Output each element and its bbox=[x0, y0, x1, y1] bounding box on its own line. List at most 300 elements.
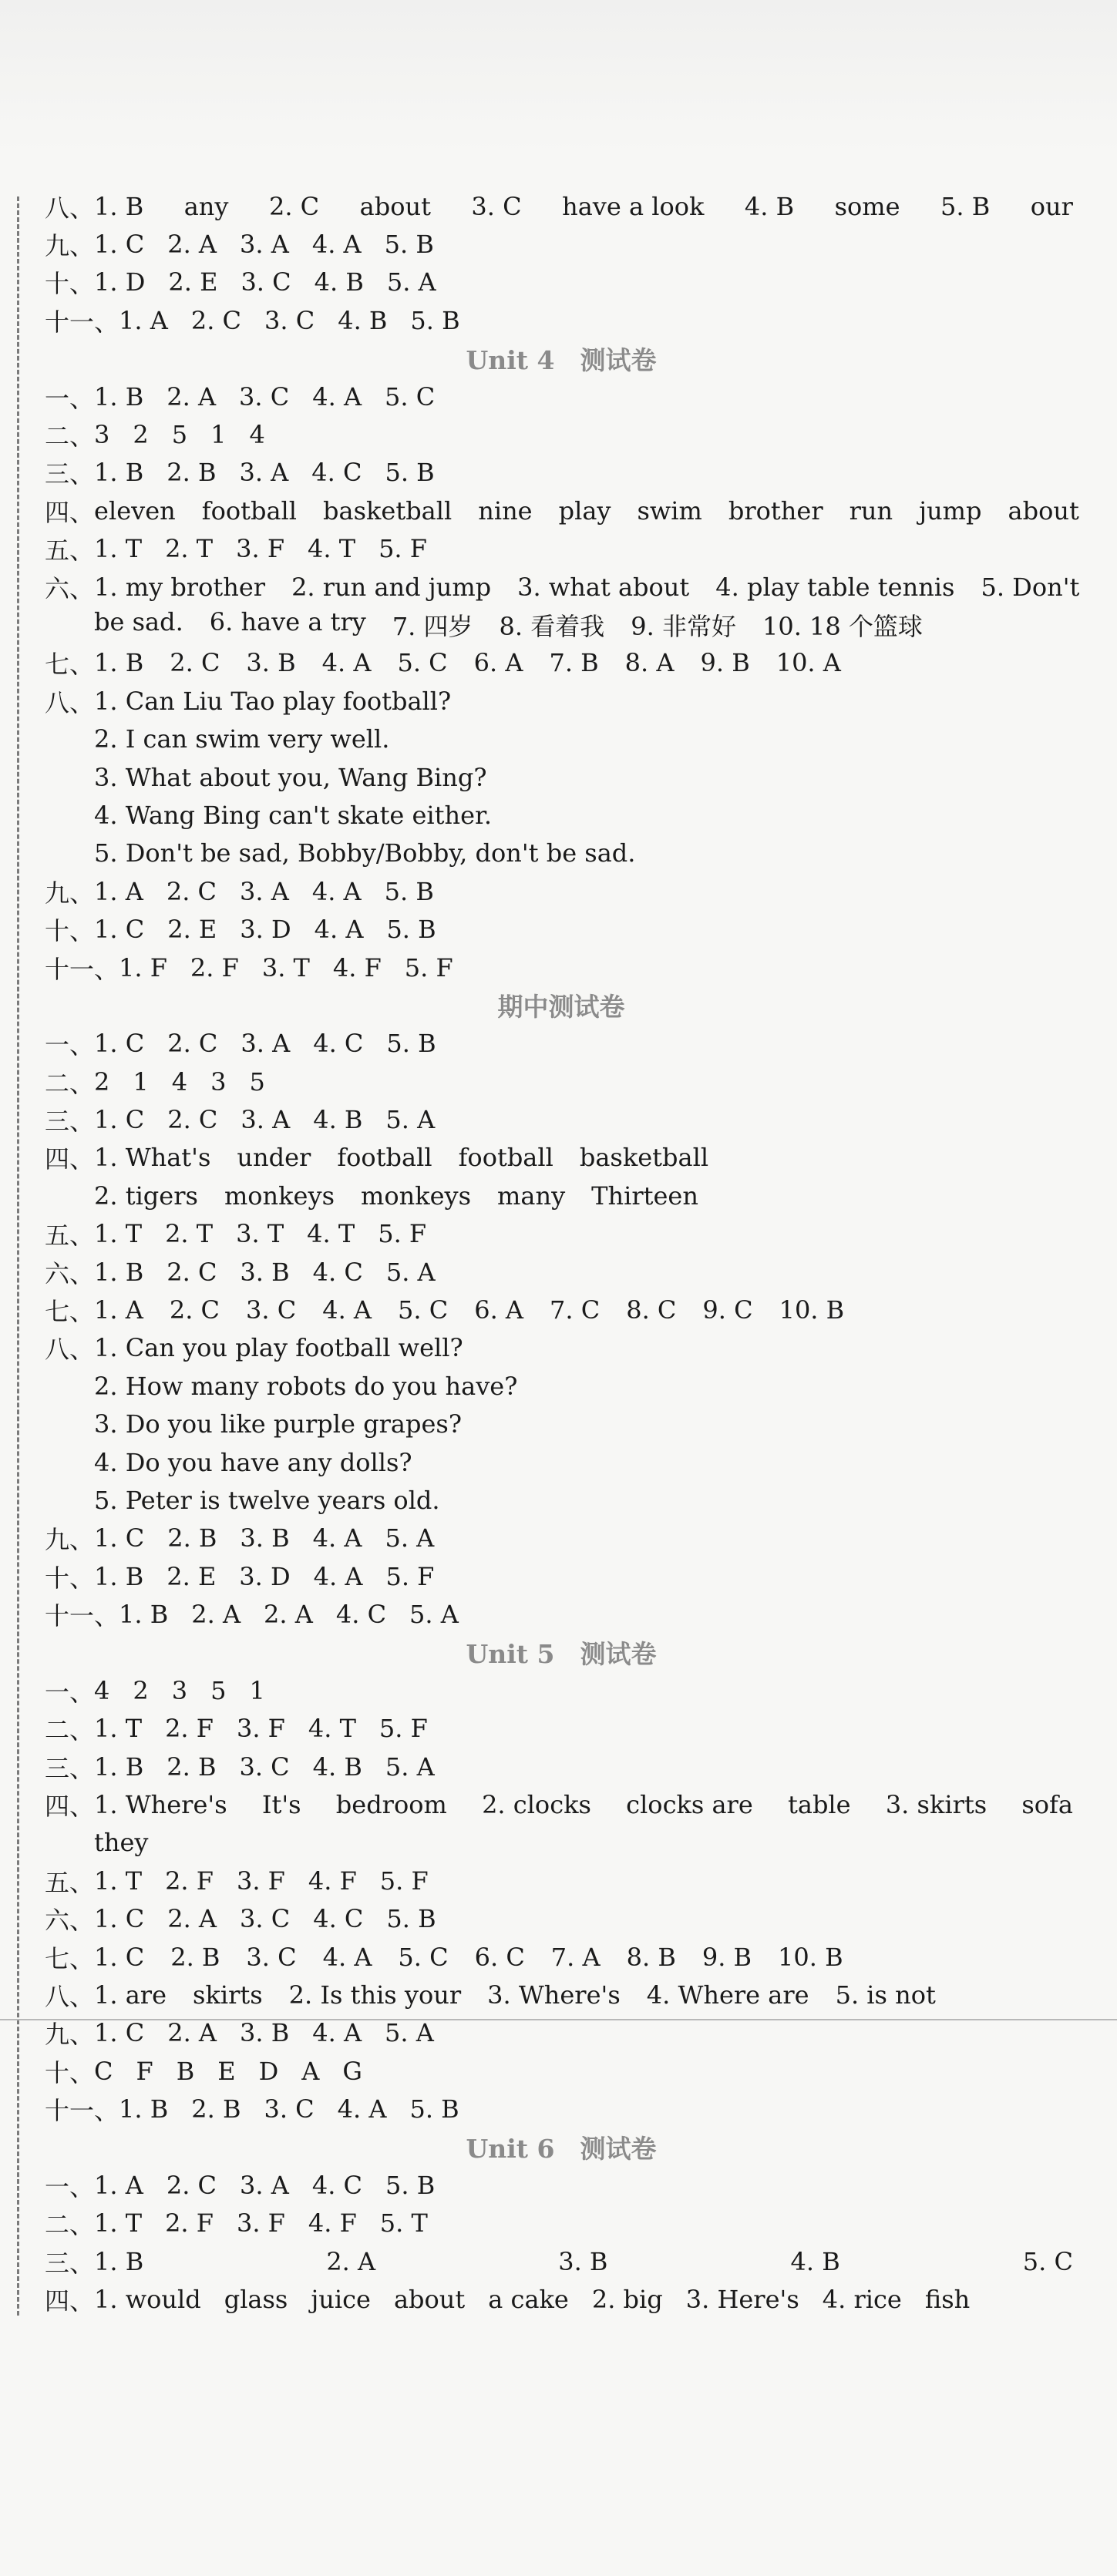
answer-item: 1. D bbox=[94, 267, 146, 297]
question-number: 五、 bbox=[45, 1867, 95, 1897]
answer-items bbox=[94, 1295, 1078, 1325]
answer-item: 3. A bbox=[240, 876, 289, 906]
question-number: 九、 bbox=[45, 1525, 95, 1555]
answer-row bbox=[45, 1671, 1078, 1709]
answer-item: 1. F bbox=[119, 952, 167, 982]
answer-item: 5. B bbox=[386, 1904, 436, 1934]
question-number: 一、 bbox=[45, 1030, 95, 1060]
answer-items bbox=[94, 763, 1078, 792]
question-number: 八、 bbox=[45, 1982, 95, 2012]
answer-item: monkeys bbox=[360, 1181, 472, 1211]
answer-item: they bbox=[94, 1828, 149, 1858]
answer-item: 3. C bbox=[264, 305, 315, 335]
answer-item: 5. F bbox=[385, 1561, 435, 1591]
answer-item: 3. C bbox=[246, 1942, 297, 1972]
answer-row bbox=[45, 1900, 1078, 1938]
answer-row bbox=[45, 2014, 1078, 2052]
answer-item: 2. T bbox=[165, 1219, 214, 1249]
answer-item: eleven bbox=[94, 495, 176, 526]
question-number: 十一、 bbox=[45, 2096, 119, 2126]
answer-item: 1. T bbox=[94, 534, 143, 564]
answer-items bbox=[94, 801, 1078, 830]
answer-item: 2. B bbox=[191, 2094, 241, 2124]
answer-item: 2. clocks bbox=[482, 1790, 591, 1820]
answer-items bbox=[94, 267, 1078, 297]
question-number: 二、 bbox=[45, 421, 95, 452]
answer-item: swim bbox=[637, 495, 702, 526]
answer-continuation-row bbox=[45, 1824, 1078, 1862]
answer-item: 5. F bbox=[379, 1866, 429, 1896]
answer-item: 4. B bbox=[313, 1105, 363, 1135]
answer-item: about bbox=[1008, 495, 1079, 526]
answer-items bbox=[94, 1866, 1078, 1896]
answer-items bbox=[94, 2057, 1078, 2086]
answer-items bbox=[94, 648, 1078, 677]
answer-item: 3. B bbox=[240, 1523, 290, 1553]
answer-item: 4. Where are bbox=[646, 1980, 809, 2010]
answer-item: 1. C bbox=[94, 1942, 145, 1972]
answer-item: 2. run and jump bbox=[291, 572, 492, 602]
answer-item: 3. F bbox=[236, 534, 285, 564]
answer-item: 6. C bbox=[474, 1942, 525, 1972]
answer-item: 3. What about you, Wang Bing? bbox=[94, 762, 487, 792]
answer-row bbox=[45, 2280, 1078, 2318]
answer-item: 10. B bbox=[779, 1295, 845, 1325]
answer-items bbox=[119, 1600, 1078, 1629]
answer-item: 2. C bbox=[166, 876, 217, 906]
answer-items bbox=[94, 915, 1078, 944]
answer-item: 2. A bbox=[167, 381, 217, 411]
answer-item: 5. A bbox=[409, 1600, 459, 1630]
question-number: 一、 bbox=[45, 2172, 95, 2202]
answer-item: 5 bbox=[210, 1675, 227, 1705]
answer-item: 4. A bbox=[311, 876, 362, 906]
answer-item: 3. B bbox=[240, 1257, 290, 1287]
answer-item: 5. F bbox=[379, 1714, 428, 1744]
answer-items bbox=[94, 1258, 1078, 1287]
answer-item: 4. B bbox=[744, 191, 795, 221]
answer-item: 2. F bbox=[165, 1866, 214, 1896]
answer-item: 5. B bbox=[386, 915, 436, 945]
answer-item: 3. C bbox=[239, 381, 290, 411]
answer-item: 2. How many robots do you have? bbox=[94, 1371, 518, 1401]
answer-item: 3. C bbox=[246, 1295, 297, 1325]
answer-row bbox=[45, 1291, 1078, 1328]
question-number: 四、 bbox=[45, 2286, 95, 2316]
answer-item: fish bbox=[924, 2285, 971, 2315]
answer-row bbox=[45, 1329, 1078, 1367]
answer-row bbox=[45, 1938, 1078, 1976]
answer-item: 4. F bbox=[308, 1866, 357, 1896]
answer-items bbox=[94, 1029, 1078, 1058]
answer-item: 2. C bbox=[167, 1105, 218, 1135]
answer-item: 7. A bbox=[550, 1942, 601, 1972]
answer-item: 3. C bbox=[264, 2094, 315, 2124]
answer-item: 1. B bbox=[94, 2246, 144, 2276]
answer-continuation-row bbox=[45, 758, 1078, 796]
answer-item: 5. Don't bbox=[981, 572, 1080, 602]
answer-item: 5. Peter is twelve years old. bbox=[94, 1485, 440, 1515]
answer-item: 2. B bbox=[170, 1942, 220, 1972]
answer-items bbox=[94, 1067, 1078, 1097]
answer-item: 5. is not bbox=[835, 1980, 936, 2010]
dashed-margin-rule bbox=[17, 196, 19, 2316]
answer-item: 4. A bbox=[322, 1295, 372, 1325]
answer-item: 10. B bbox=[778, 1942, 843, 1972]
answer-item: any bbox=[183, 191, 229, 221]
answer-items bbox=[94, 2247, 1078, 2276]
answer-items bbox=[94, 877, 1078, 906]
answer-items bbox=[94, 1562, 1078, 1591]
answer-continuation-row bbox=[45, 835, 1078, 872]
answer-items bbox=[94, 1409, 1078, 1439]
answer-item: 4. T bbox=[308, 1714, 356, 1744]
answer-item: 5. F bbox=[379, 534, 427, 564]
answer-row bbox=[45, 2166, 1078, 2204]
section-heading: Unit 4 测试卷 bbox=[466, 344, 657, 375]
question-number: 三、 bbox=[45, 1753, 95, 1783]
answer-item: juice bbox=[311, 2285, 371, 2315]
answer-item: 2. F bbox=[165, 2208, 214, 2238]
question-number: 十、 bbox=[45, 1563, 95, 1593]
question-number: 四、 bbox=[45, 1792, 95, 1822]
answer-item: 4. A bbox=[322, 1942, 372, 1972]
question-number: 八、 bbox=[45, 1335, 95, 1365]
answer-item: our bbox=[1030, 191, 1073, 221]
answer-items bbox=[94, 420, 1078, 449]
answer-item: 5. C bbox=[1022, 2246, 1073, 2276]
question-number: 十、 bbox=[45, 269, 95, 299]
answer-item: 5. C bbox=[385, 381, 436, 411]
question-number: 八、 bbox=[45, 193, 95, 223]
answer-item: basketball bbox=[579, 1143, 709, 1173]
answer-list bbox=[45, 187, 1078, 2319]
answer-item: 5. B bbox=[940, 191, 991, 221]
answer-item: 7. 四岁 bbox=[392, 611, 473, 641]
answer-item: 5. C bbox=[398, 1942, 449, 1972]
answer-item: 5. B bbox=[386, 1029, 436, 1059]
answer-item: 3. A bbox=[241, 1029, 291, 1059]
answer-row bbox=[45, 187, 1078, 225]
answer-continuation-row bbox=[45, 1481, 1078, 1519]
answer-item: 3. C bbox=[239, 1751, 290, 1782]
answer-item: 4 bbox=[171, 1066, 188, 1097]
answer-item: 4. C bbox=[312, 1257, 363, 1287]
answer-item: 2. T bbox=[165, 534, 214, 564]
answer-item: 2. I can swim very well. bbox=[94, 724, 390, 754]
answer-item: 3. skirts bbox=[885, 1790, 987, 1820]
answer-item: 3. C bbox=[240, 1904, 291, 1934]
answer-row bbox=[45, 2205, 1078, 2242]
answer-item: 1. T bbox=[94, 1219, 143, 1249]
answer-item: nine bbox=[478, 495, 533, 526]
section-heading: 期中测试卷 bbox=[497, 992, 625, 1023]
question-number: 六、 bbox=[45, 1906, 95, 1936]
answer-item: 1. Where's bbox=[94, 1790, 227, 1820]
answer-item: 3. what about bbox=[517, 572, 690, 602]
answer-item: 2. Is this your bbox=[288, 1980, 462, 2010]
answer-item: 2. E bbox=[167, 915, 217, 945]
answer-item: E bbox=[217, 2056, 236, 2086]
question-number: 七、 bbox=[45, 1297, 95, 1327]
question-number: 十一、 bbox=[45, 1601, 119, 1631]
answer-row bbox=[45, 1748, 1078, 1785]
answer-items bbox=[94, 1333, 1078, 1362]
answer-item: 3. D bbox=[239, 1561, 291, 1591]
answer-row bbox=[45, 1520, 1078, 1557]
answer-items bbox=[94, 1676, 1078, 1705]
question-number: 十、 bbox=[45, 916, 95, 946]
answer-row bbox=[45, 1063, 1078, 1100]
answer-item: 2. C bbox=[169, 1295, 220, 1325]
answer-item: 1. B bbox=[119, 2094, 169, 2124]
answer-item: 3. F bbox=[236, 1714, 285, 1744]
answer-item: 5. B bbox=[409, 2094, 459, 2124]
answer-items bbox=[94, 1828, 1078, 1857]
answer-item: Thirteen bbox=[591, 1181, 698, 1211]
answer-item: 5. T bbox=[379, 2208, 428, 2238]
answer-row bbox=[45, 949, 1078, 986]
answer-items bbox=[119, 306, 1078, 335]
answer-item: 1 bbox=[249, 1675, 265, 1705]
answer-row bbox=[45, 2052, 1078, 2090]
answer-item: 5. B bbox=[384, 876, 434, 906]
question-number: 九、 bbox=[45, 231, 95, 261]
answer-item: clocks are bbox=[626, 1790, 753, 1820]
answer-item: 8. C bbox=[626, 1295, 677, 1325]
answer-row bbox=[45, 1557, 1078, 1595]
answer-item: 1. are bbox=[94, 1980, 167, 2010]
answer-item: 3. A bbox=[241, 1105, 291, 1135]
answer-item: 1 bbox=[133, 1066, 149, 1097]
answer-item: 4 bbox=[94, 1675, 110, 1705]
answer-item: It's bbox=[261, 1790, 301, 1820]
answer-item: 4. Do you have any dolls? bbox=[94, 1447, 412, 1477]
answer-row bbox=[45, 1862, 1078, 1899]
answer-items bbox=[94, 2208, 1078, 2238]
answer-items bbox=[119, 2094, 1078, 2124]
answer-item: 2. C bbox=[167, 1257, 217, 1287]
answer-item: 1. C bbox=[94, 1105, 145, 1135]
answer-item: 1. my brother bbox=[94, 572, 266, 602]
answer-items bbox=[94, 1980, 1078, 2010]
answer-item: 3 bbox=[210, 1066, 227, 1097]
answer-item: 1. B bbox=[94, 648, 144, 678]
answer-items bbox=[94, 192, 1078, 221]
answer-item: 4. play table tennis bbox=[715, 572, 955, 602]
answer-item: about bbox=[393, 2285, 466, 2315]
answer-row bbox=[45, 1100, 1078, 1138]
answer-continuation-row bbox=[45, 1177, 1078, 1214]
answer-row bbox=[45, 415, 1078, 453]
answer-item: 5. A bbox=[385, 1751, 435, 1782]
answer-item: 6. A bbox=[473, 648, 523, 678]
answer-item: bedroom bbox=[335, 1790, 447, 1820]
answer-continuation-row bbox=[45, 720, 1078, 757]
answer-item: 4 bbox=[249, 420, 265, 450]
answer-items bbox=[94, 534, 1078, 563]
answer-item: 2. C bbox=[268, 191, 320, 221]
answer-item: 1. B bbox=[94, 1751, 144, 1782]
answer-item: 1. B bbox=[94, 1561, 144, 1591]
answer-item: D bbox=[258, 2056, 279, 2086]
answer-item: 4. F bbox=[332, 952, 382, 982]
answer-item: 3. B bbox=[240, 2018, 290, 2048]
answer-item: 3 bbox=[171, 1675, 188, 1705]
answer-item: 8. 看着我 bbox=[499, 611, 605, 641]
answer-item: monkeys bbox=[224, 1181, 335, 1211]
answer-item: 2 bbox=[133, 420, 149, 450]
answer-item: 1. A bbox=[119, 305, 168, 335]
answer-items bbox=[119, 953, 1078, 982]
answer-item: 4. A bbox=[321, 648, 372, 678]
answer-items bbox=[94, 573, 1084, 602]
question-number: 十一、 bbox=[45, 307, 119, 337]
answer-row bbox=[45, 872, 1078, 910]
question-number: 四、 bbox=[45, 497, 95, 527]
answer-item: 5. B bbox=[384, 230, 434, 260]
answer-row bbox=[45, 1976, 1078, 2013]
answer-items bbox=[94, 230, 1078, 259]
answer-item: 1. What's bbox=[94, 1143, 211, 1173]
question-number: 一、 bbox=[45, 1677, 95, 1707]
answer-item: 7. C bbox=[550, 1295, 601, 1325]
answer-row bbox=[45, 682, 1078, 720]
answer-row bbox=[45, 492, 1078, 529]
answer-item: 6. have a try bbox=[209, 606, 366, 636]
answer-item: 4. C bbox=[311, 458, 362, 488]
answer-item: 2. B bbox=[167, 458, 217, 488]
answer-row bbox=[45, 378, 1078, 415]
answer-items bbox=[94, 458, 1078, 487]
answer-continuation-row bbox=[45, 1443, 1078, 1481]
answer-row bbox=[45, 1215, 1078, 1253]
answer-item: F bbox=[136, 2056, 153, 2086]
question-number: 七、 bbox=[45, 650, 95, 680]
answer-item: 2. A bbox=[326, 2246, 376, 2276]
answer-row bbox=[45, 1595, 1078, 1633]
answer-item: 3. A bbox=[240, 2171, 289, 2200]
answer-continuation-row bbox=[45, 1367, 1078, 1405]
answer-item: 2 bbox=[94, 1066, 110, 1097]
answer-item: 9. B bbox=[700, 648, 750, 678]
answer-item: 4. T bbox=[307, 1219, 355, 1249]
answer-continuation-row bbox=[45, 796, 1078, 834]
answer-items bbox=[94, 496, 1084, 526]
answer-item: 2 bbox=[133, 1675, 149, 1705]
answer-item: about bbox=[359, 191, 431, 221]
answer-item: 6. A bbox=[474, 1295, 524, 1325]
answer-item: A bbox=[301, 2056, 320, 2086]
answer-items bbox=[94, 1523, 1078, 1553]
answer-item: 3. A bbox=[239, 458, 289, 488]
answer-items bbox=[94, 687, 1078, 716]
answer-item: 1. C bbox=[94, 1523, 145, 1553]
answer-row bbox=[45, 225, 1078, 263]
answer-item: 9. 非常好 bbox=[631, 611, 736, 641]
answer-item: 4. B bbox=[314, 267, 364, 297]
answer-items bbox=[94, 1714, 1078, 1743]
answer-item: 2. A bbox=[167, 2018, 217, 2048]
answer-item: 1. A bbox=[94, 1295, 143, 1325]
answer-item: 1. Can Liu Tao play football? bbox=[94, 686, 452, 716]
answer-item: 3. Do you like purple grapes? bbox=[94, 1409, 462, 1439]
answer-item: 7. B bbox=[549, 648, 599, 678]
answer-item: 4. C bbox=[311, 2171, 363, 2200]
answer-item: 1. T bbox=[94, 1714, 143, 1744]
question-number: 七、 bbox=[45, 1943, 95, 1973]
answer-item: 3. D bbox=[240, 915, 291, 945]
answer-item: 5 bbox=[249, 1066, 265, 1097]
answer-item: 3. T bbox=[236, 1219, 284, 1249]
answer-item: 2. C bbox=[190, 305, 242, 335]
answer-item: table bbox=[788, 1790, 851, 1820]
answer-item: 2. big bbox=[591, 2285, 663, 2315]
answer-item: 2. F bbox=[190, 952, 239, 982]
answer-item: 1. B bbox=[94, 458, 144, 488]
answer-item: 5. A bbox=[385, 1257, 436, 1287]
answer-item: 1. would bbox=[94, 2285, 201, 2315]
answer-item: 4. B bbox=[312, 1751, 362, 1782]
answer-item: 2. B bbox=[167, 1751, 217, 1782]
answer-item: 4. T bbox=[308, 534, 356, 564]
answer-row bbox=[45, 568, 1078, 606]
question-number: 六、 bbox=[45, 573, 95, 603]
answer-item: 1 bbox=[210, 420, 227, 450]
answer-item: 5. A bbox=[386, 267, 436, 297]
answer-items bbox=[94, 1143, 1078, 1172]
answer-item: 4. C bbox=[335, 1600, 387, 1630]
answer-item: a cake bbox=[488, 2285, 569, 2315]
question-number: 二、 bbox=[45, 1068, 95, 1098]
answer-item: 5. A bbox=[385, 1523, 435, 1553]
answer-items bbox=[94, 1904, 1078, 1933]
section-heading: Unit 6 测试卷 bbox=[466, 2134, 657, 2165]
answer-item: 4. B bbox=[790, 2246, 840, 2276]
answer-item: 4. A bbox=[312, 1523, 362, 1553]
answer-item: 5. A bbox=[385, 2018, 434, 2048]
answer-item: 5. A bbox=[385, 1105, 436, 1135]
answer-items bbox=[94, 607, 1078, 643]
answer-item: 10. A bbox=[776, 648, 841, 678]
section-heading: Unit 5 测试卷 bbox=[466, 1639, 657, 1670]
answer-items bbox=[94, 2018, 1078, 2047]
answer-item: 4. A bbox=[312, 2018, 362, 2048]
answer-row bbox=[45, 1785, 1078, 1823]
answer-item: some bbox=[834, 191, 900, 221]
answer-item: 1. C bbox=[94, 2018, 145, 2048]
question-number: 九、 bbox=[45, 2020, 95, 2050]
answer-item: be sad. bbox=[94, 606, 183, 636]
answer-row bbox=[45, 1710, 1078, 1748]
answer-items bbox=[94, 1943, 1078, 1972]
answer-item: G bbox=[342, 2056, 362, 2086]
answer-item: 4. rice bbox=[822, 2285, 902, 2315]
answer-item: 3. B bbox=[246, 648, 296, 678]
question-number: 九、 bbox=[45, 878, 95, 908]
answer-item: 4. C bbox=[313, 1029, 364, 1059]
answer-row bbox=[45, 2242, 1078, 2280]
answer-item: 5 bbox=[171, 420, 188, 450]
answer-items bbox=[94, 838, 1078, 868]
question-number: 一、 bbox=[45, 383, 95, 413]
answer-row bbox=[45, 530, 1078, 568]
answer-item: 3. F bbox=[236, 1866, 285, 1896]
answer-item: 2. A bbox=[191, 1600, 241, 1630]
answer-items bbox=[94, 2285, 1078, 2314]
answer-item: 4. Wang Bing can't skate either. bbox=[94, 800, 492, 830]
answer-item: C bbox=[94, 2056, 113, 2086]
